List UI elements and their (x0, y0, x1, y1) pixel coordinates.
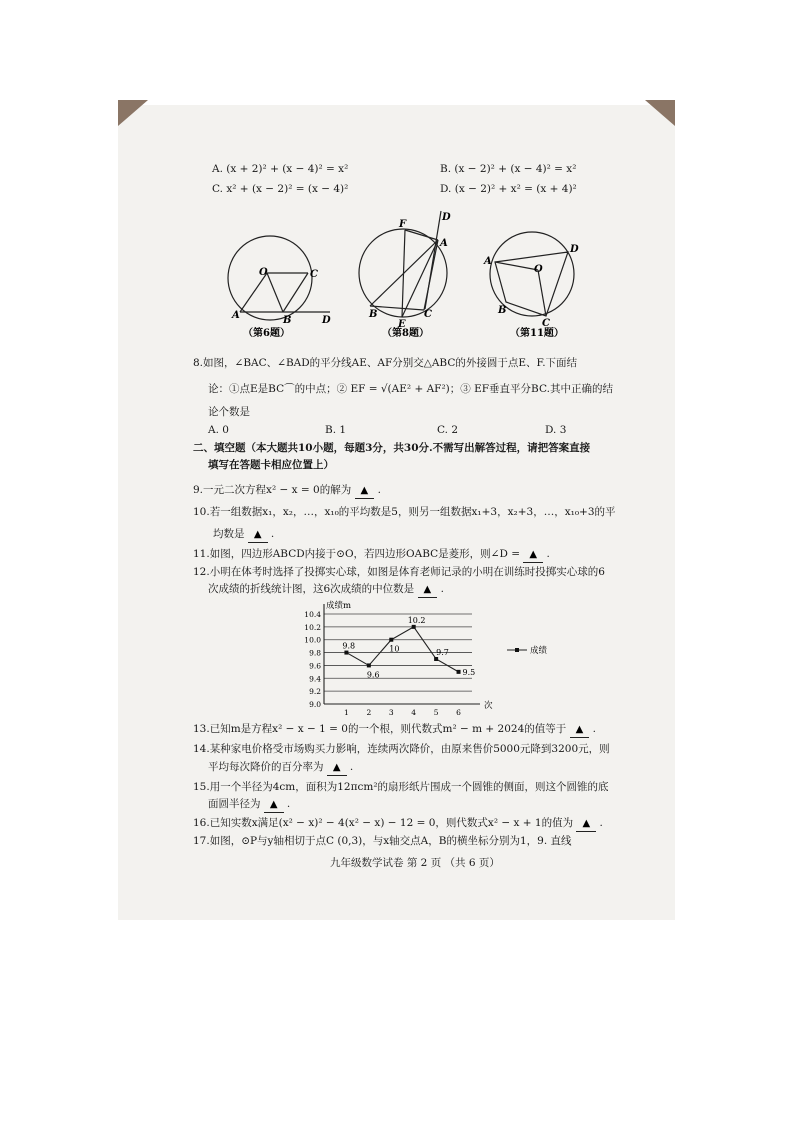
data-label: 9.5 (462, 667, 476, 677)
y-tick-label: 10.0 (304, 635, 321, 645)
data-point (434, 657, 438, 661)
y-axis-label: 成绩m (326, 601, 352, 611)
page-footer: 九年级数学试卷 第 2 页 （共 6 页） (330, 857, 500, 869)
y-tick-label: 9.6 (309, 661, 321, 671)
q14-end: . (349, 761, 354, 773)
x-tick-label: 3 (388, 708, 394, 717)
q15-answer-blank[interactable] (264, 797, 284, 813)
q12-line-2: 次成绩的折线统计图，这6次成绩的中位数是 (208, 583, 415, 595)
x-tick-label: 4 (411, 708, 417, 717)
q8-option-a: A. 0 (208, 424, 229, 436)
q7-option-b: B. (x − 2)² + (x − 4)² = x² (440, 163, 577, 175)
q11-end: . (546, 548, 550, 560)
fig8-label-f: F (399, 219, 407, 230)
q11-text: 11.如图，四边形ABCD内接于⊙O，若四边形OABC是菱形，则∠D = (193, 548, 521, 560)
q17-line-1: 17.如图，⊙P与y轴相切于点C (0,3)，与x轴交点A，B的横坐标分别为1，9. 直线 (193, 835, 572, 847)
fig6-label-b: B (283, 315, 292, 326)
y-tick-label: 9.2 (309, 687, 321, 697)
fig11-label-b: B (498, 305, 507, 316)
q16-answer-blank[interactable] (576, 816, 596, 832)
fig8-label-c: C (424, 309, 432, 320)
x-tick-label: 1 (344, 708, 349, 717)
y-tick-label: 10.2 (304, 622, 321, 632)
y-tick-label: 10.4 (304, 610, 321, 619)
fig6-label-c: C (310, 269, 318, 280)
data-point (412, 625, 416, 629)
triangle-icon: ▲ (529, 549, 538, 560)
line-chart (300, 596, 575, 720)
triangle-icon: ▲ (360, 485, 369, 496)
q10-line-1: 10.若一组数据x₁，x₂，…，x₁₀的平均数是5，则另一组数据x₁+3，x₂+3，…，x₁₀+3的平 (193, 506, 616, 518)
fig6-label-d: D (322, 315, 331, 326)
q12-end: . (440, 583, 444, 595)
fig8-caption: （第8题） (382, 328, 429, 339)
figure-8 (358, 208, 458, 343)
q15-line-1: 15.用一个半径为4cm，面积为12πcm²的扇形纸片围成一个圆锥的侧面，则这个圆锥的底 (193, 781, 609, 793)
q7-option-d: D. (x − 2)² + x² = (x + 4)² (440, 183, 577, 195)
q12-line-1: 12.小明在体考时选择了投掷实心球，如图是体育老师记录的小明在训练时投掷实心球的6 (193, 566, 605, 578)
x-tick-label: 5 (433, 708, 439, 717)
q14-question (208, 760, 353, 776)
q16-text: 16.已知实数x满足(x² − x)² − 4(x² − x) − 12 = 0，则代数式x² − x + 1的值为 (193, 817, 574, 829)
fig8-label-d: D (442, 212, 451, 223)
section-2-heading-cont: 填写在答题卡相应位置上） (208, 459, 334, 471)
q9-end: . (377, 484, 381, 496)
q10-answer-blank[interactable] (248, 527, 268, 543)
data-point (344, 651, 348, 655)
q16-question (193, 816, 603, 832)
q13-answer-blank[interactable] (570, 722, 590, 738)
x-axis-label: 次 (484, 701, 493, 711)
figure-6 (215, 228, 345, 343)
q9-text: 9.一元二次方程x² − x = 0的解为 (193, 484, 352, 496)
fig8-label-b: B (369, 309, 378, 320)
q16-end: . (599, 817, 603, 829)
y-tick-label: 9.0 (309, 700, 321, 709)
q8-line-3: 论个数是 (208, 406, 250, 418)
q8-line-2: 论：①点E是BC⌒的中点；② EF = √(AE² + AF²)；③ EF垂直平分BC.其中正确的结 (208, 383, 613, 395)
q15-question (208, 797, 290, 813)
q7-option-a: A. (x + 2)² + (x − 4)² = x² (212, 163, 349, 175)
q10-line-2: 均数是 (213, 528, 245, 540)
fig8-label-a: A (440, 238, 448, 249)
figure-11 (482, 222, 592, 342)
triangle-icon: ▲ (332, 762, 341, 773)
q13-text: 13.已知m是方程x² − x − 1 = 0的一个根，则代数式m² − m + 2024的值等于 (193, 723, 567, 735)
data-label: 10 (389, 644, 400, 654)
x-tick-label: 6 (456, 708, 461, 717)
legend-marker (515, 648, 519, 652)
q11-answer-blank[interactable] (523, 547, 543, 563)
triangle-icon: ▲ (582, 818, 591, 829)
fig11-label-o: O (534, 264, 543, 275)
triangle-icon: ▲ (269, 799, 278, 810)
y-tick-label: 9.4 (309, 674, 321, 684)
q14-answer-blank[interactable] (327, 760, 347, 776)
triangle-icon: ▲ (253, 529, 262, 540)
data-label: 9.8 (342, 641, 356, 651)
q8-option-c: C. 2 (437, 424, 459, 436)
fig6-label-a: A (232, 310, 240, 321)
data-label: 9.6 (366, 670, 380, 680)
q8-option-d: D. 3 (545, 424, 567, 436)
x-tick-label: 2 (366, 708, 372, 717)
q9-question (193, 483, 381, 499)
legend-label: 成绩 (530, 646, 548, 656)
data-point (457, 670, 461, 674)
q10-end: . (270, 528, 275, 540)
fig11-label-d: D (570, 244, 579, 255)
fig6-label-o: O (259, 267, 268, 278)
q9-answer-blank[interactable] (355, 483, 375, 499)
fig8-label-e: E (398, 319, 406, 330)
q14-line-1: 14.某种家电价格受市场购买力影响，连续两次降价，由原来售价5000元降到3200元，则 (193, 743, 610, 755)
q14-line-2: 平均每次降价的百分率为 (208, 761, 324, 773)
y-tick-label: 9.8 (309, 648, 321, 658)
q7-option-c: C. x² + (x − 2)² = (x − 4)² (212, 183, 349, 195)
triangle-icon: ▲ (423, 584, 432, 595)
q15-end: . (286, 798, 291, 810)
data-label: 9.7 (436, 648, 449, 657)
q15-line-2: 面圆半径为 (208, 798, 261, 810)
q8-option-b: B. 1 (325, 424, 347, 436)
fig11-label-a: A (484, 256, 492, 267)
q10-question (213, 527, 274, 543)
data-point (389, 638, 393, 642)
fig11-caption: （第11题） (510, 328, 564, 339)
q13-end: . (592, 723, 597, 735)
q13-question (193, 722, 596, 738)
section-2-heading: 二、填空题（本大题共10小题，每题3分，共30分.不需写出解答过程，请把答案直接 (193, 442, 591, 454)
q8-line-1: 8.如图，∠BAC、∠BAD的平分线AE、AF分别交△ABC的外接圆于点E、F.下面结 (193, 357, 578, 369)
fig11-label-c: C (542, 318, 550, 329)
triangle-icon: ▲ (575, 724, 584, 735)
fig6-caption: （第6题） (243, 328, 290, 339)
data-point (367, 663, 371, 667)
data-label: 10.2 (407, 615, 426, 625)
q11-question (193, 547, 550, 563)
